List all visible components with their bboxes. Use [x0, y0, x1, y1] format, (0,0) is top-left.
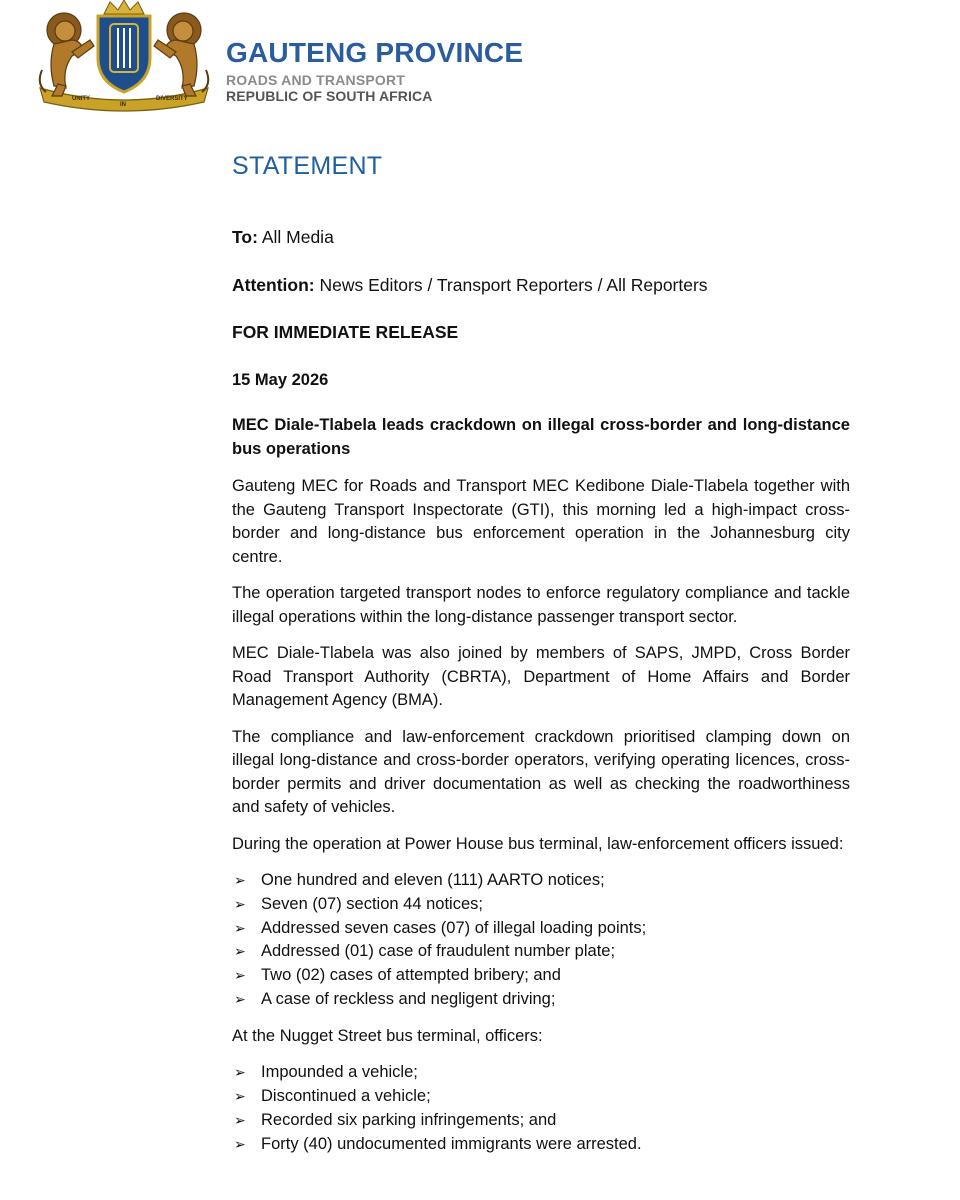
statement-date: 15 May 2026 — [232, 370, 329, 389]
list-item — [232, 1061, 850, 1085]
list-item-text: Forty (40) undocumented immigrants were arrested. — [261, 1134, 642, 1153]
list-item — [232, 869, 850, 893]
arrow-bullet-icon: ➢ — [234, 1088, 246, 1105]
list-item-text: Addressed seven cases (07) of illegal loading points; — [261, 918, 647, 937]
attention-value: News Editors / Transport Reporters / All Reporters — [319, 274, 708, 295]
recipient-value: All Media — [261, 227, 334, 247]
list-item — [232, 1085, 850, 1109]
list-item-text: Two (02) cases of attempted bribery; and — [261, 966, 561, 985]
statement-headline: MEC Diale-Tlabela leads crackdown on illegal cross-border and long-distance bus operations — [232, 416, 850, 458]
department-name: ROADS AND TRANSPORT — [226, 72, 406, 88]
list-item — [232, 988, 850, 1012]
arrow-bullet-icon: ➢ — [234, 919, 246, 936]
arrow-bullet-icon: ➢ — [234, 990, 246, 1007]
organization-title: GAUTENG PROVINCE — [226, 37, 524, 68]
list-item-text: A case of reckless and negligent driving; — [261, 989, 556, 1008]
attention-line — [232, 274, 850, 298]
letterhead — [32, 0, 552, 112]
list-item-text: Discontinued a vehicle; — [261, 1087, 431, 1106]
list-item-text: Seven (07) section 44 notices; — [261, 894, 483, 913]
document-type-heading: STATEMENT — [232, 152, 383, 180]
nugget-street-intro: At the Nugget Street bus terminal, officers: — [232, 1026, 543, 1045]
arrow-bullet-icon: ➢ — [234, 967, 246, 984]
body-paragraph: Gauteng MEC for Roads and Transport MEC Kedibone Diale-Tlabela together with the Gauteng Transport Inspectorate (GTI), this morning led a high-impact cross-border and long-distance bus enforcement operation in the Johannesburg city centre. — [232, 477, 850, 566]
list-item-text: Recorded six parking infringements; and — [261, 1110, 557, 1129]
attention-label: Attention: — [232, 274, 315, 295]
svg-text:IN: IN — [120, 102, 126, 108]
list-item — [232, 964, 850, 988]
statement-body — [232, 226, 850, 1169]
recipient-label: To: — [232, 227, 258, 247]
list-item — [232, 940, 850, 964]
arrow-bullet-icon: ➢ — [234, 1064, 246, 1081]
arrow-bullet-icon: ➢ — [234, 1111, 246, 1128]
body-paragraph: The operation targeted transport nodes to enforce regulatory compliance and tackle illegal operations within the long-distance passenger transport sector. — [232, 584, 850, 626]
coat-of-arms-logo — [32, 0, 216, 112]
release-notice: FOR IMMEDIATE RELEASE — [232, 322, 459, 342]
list-item — [232, 917, 850, 941]
arrow-bullet-icon: ➢ — [234, 943, 246, 960]
list-item — [232, 1133, 850, 1157]
nugget-street-results-list — [232, 1061, 850, 1156]
svg-text:UNITY: UNITY — [72, 96, 90, 102]
body-paragraph: During the operation at Power House bus terminal, law-enforcement officers issued: — [232, 834, 844, 853]
list-item-text: Impounded a vehicle; — [261, 1063, 418, 1082]
list-item — [232, 893, 850, 917]
arrow-bullet-icon: ➢ — [234, 872, 246, 888]
list-item-text: One hundred and eleven (111) AARTO notices; — [261, 871, 605, 889]
recipient-line — [232, 226, 850, 250]
svg-text:DIVERSITY: DIVERSITY — [156, 96, 188, 102]
country-name: REPUBLIC OF SOUTH AFRICA — [226, 88, 433, 104]
list-item-text: Addressed (01) case of fraudulent number plate; — [261, 942, 616, 961]
arrow-bullet-icon: ➢ — [234, 1135, 246, 1152]
organization-block — [226, 38, 523, 105]
power-house-results-list — [232, 869, 850, 1012]
arrow-bullet-icon: ➢ — [234, 895, 246, 912]
body-paragraph: MEC Diale-Tlabela was also joined by members of SAPS, JMPD, Cross Border Road Transport Authority (CBRTA), Department of Home Affairs and Border Management Agency (BMA). — [232, 644, 850, 709]
body-paragraph: The compliance and law-enforcement crackdown prioritised clamping down on illegal long-distance and cross-border operators, verifying operating licences, cross-border permits and driver documentation as well as checking the roadworthiness and safety of vehicles. — [232, 727, 850, 816]
list-item — [232, 1109, 850, 1133]
